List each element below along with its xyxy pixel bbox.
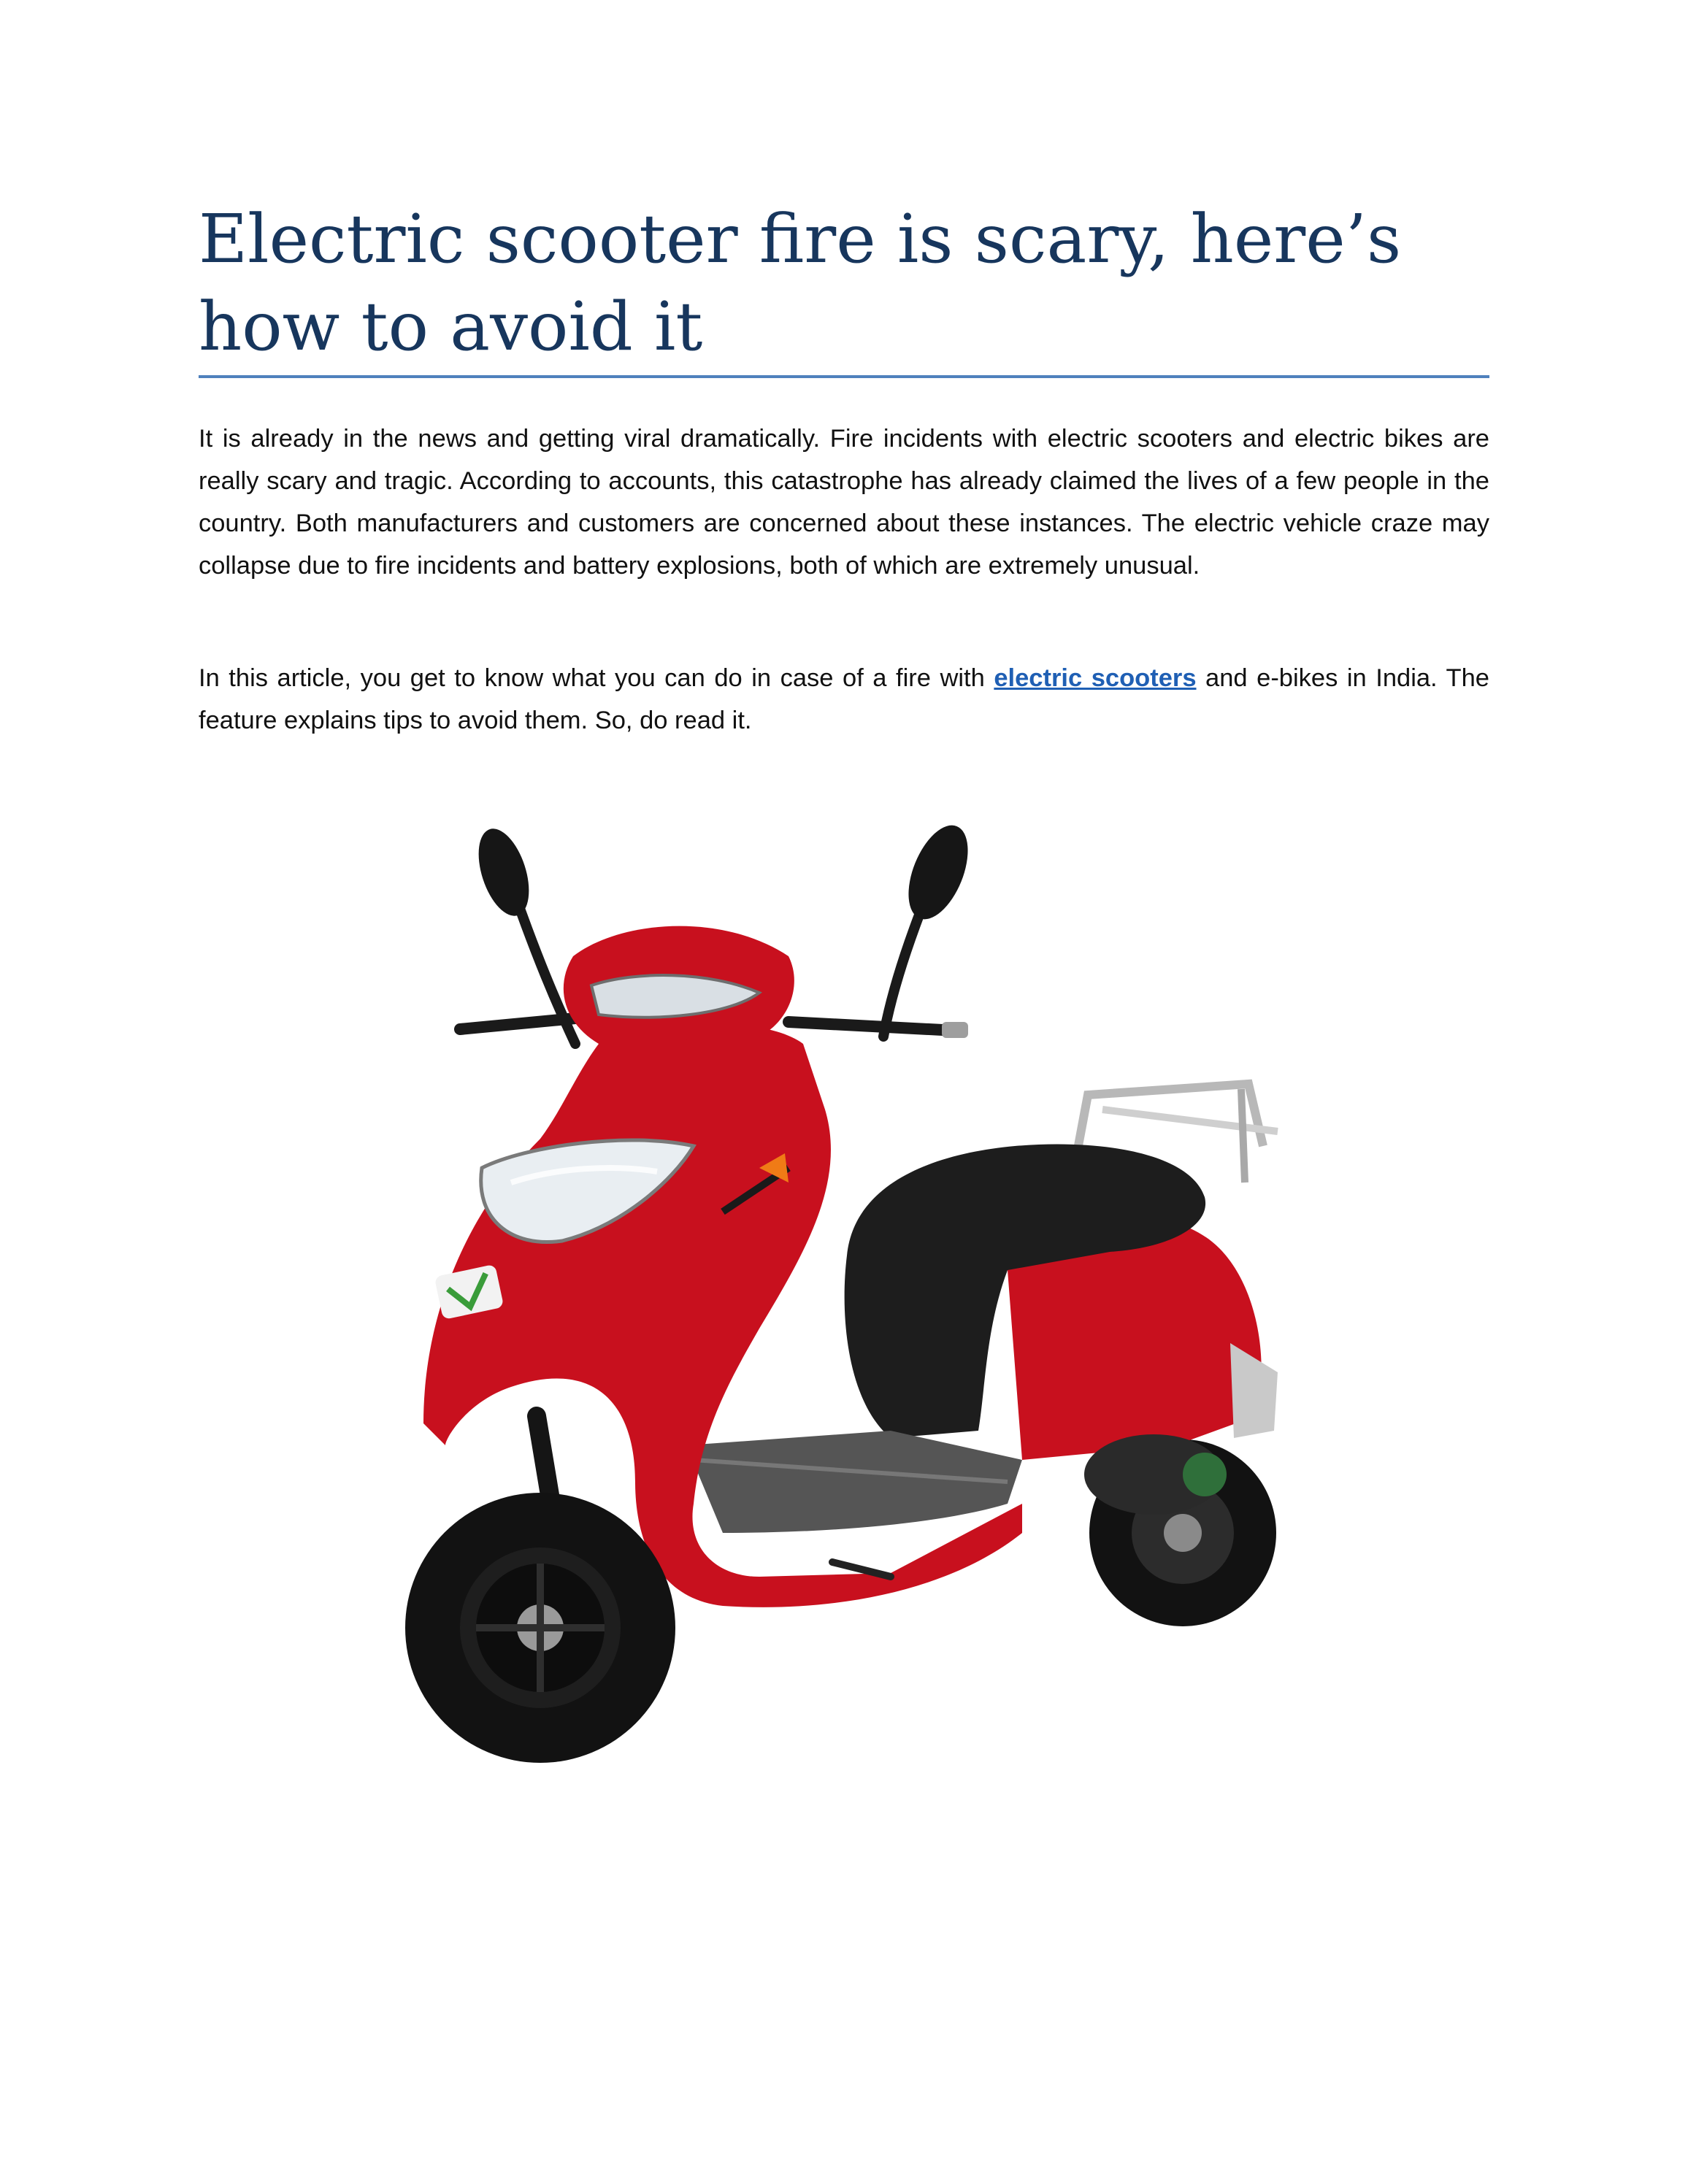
intro-paragraph: It is already in the news and getting viral dramatically. Fire incidents with electric scooters and electric bikes are really scary and tragic. According to accounts, this catastrophe has already claimed the lives of a few people in the country. Both manufacturers and customers are concerned about these instances. The electric vehicle craze may collapse due to fire incidents and battery explosions, both of which are extremely unusual. — [199, 425, 1489, 580]
paragraph-text-before-link: In this article, you get to know what you can do in case of a fire with — [199, 664, 994, 692]
front-wheel-icon — [405, 1493, 675, 1763]
article-title: Electric scooter fire is scary, here’s how to avoid it — [199, 200, 1402, 366]
right-mirror-icon — [883, 817, 980, 1037]
left-mirror-icon — [469, 823, 575, 1044]
article-paragraph — [199, 657, 1489, 742]
scooter-image — [380, 803, 1329, 1803]
title-underline-rule — [199, 375, 1489, 378]
paragraph-text-after-link: and e-bikes in India. The feature explains tips to avoid them. So, do read it. — [199, 664, 1489, 734]
electric-scooters-link[interactable]: electric scooters — [994, 664, 1197, 692]
